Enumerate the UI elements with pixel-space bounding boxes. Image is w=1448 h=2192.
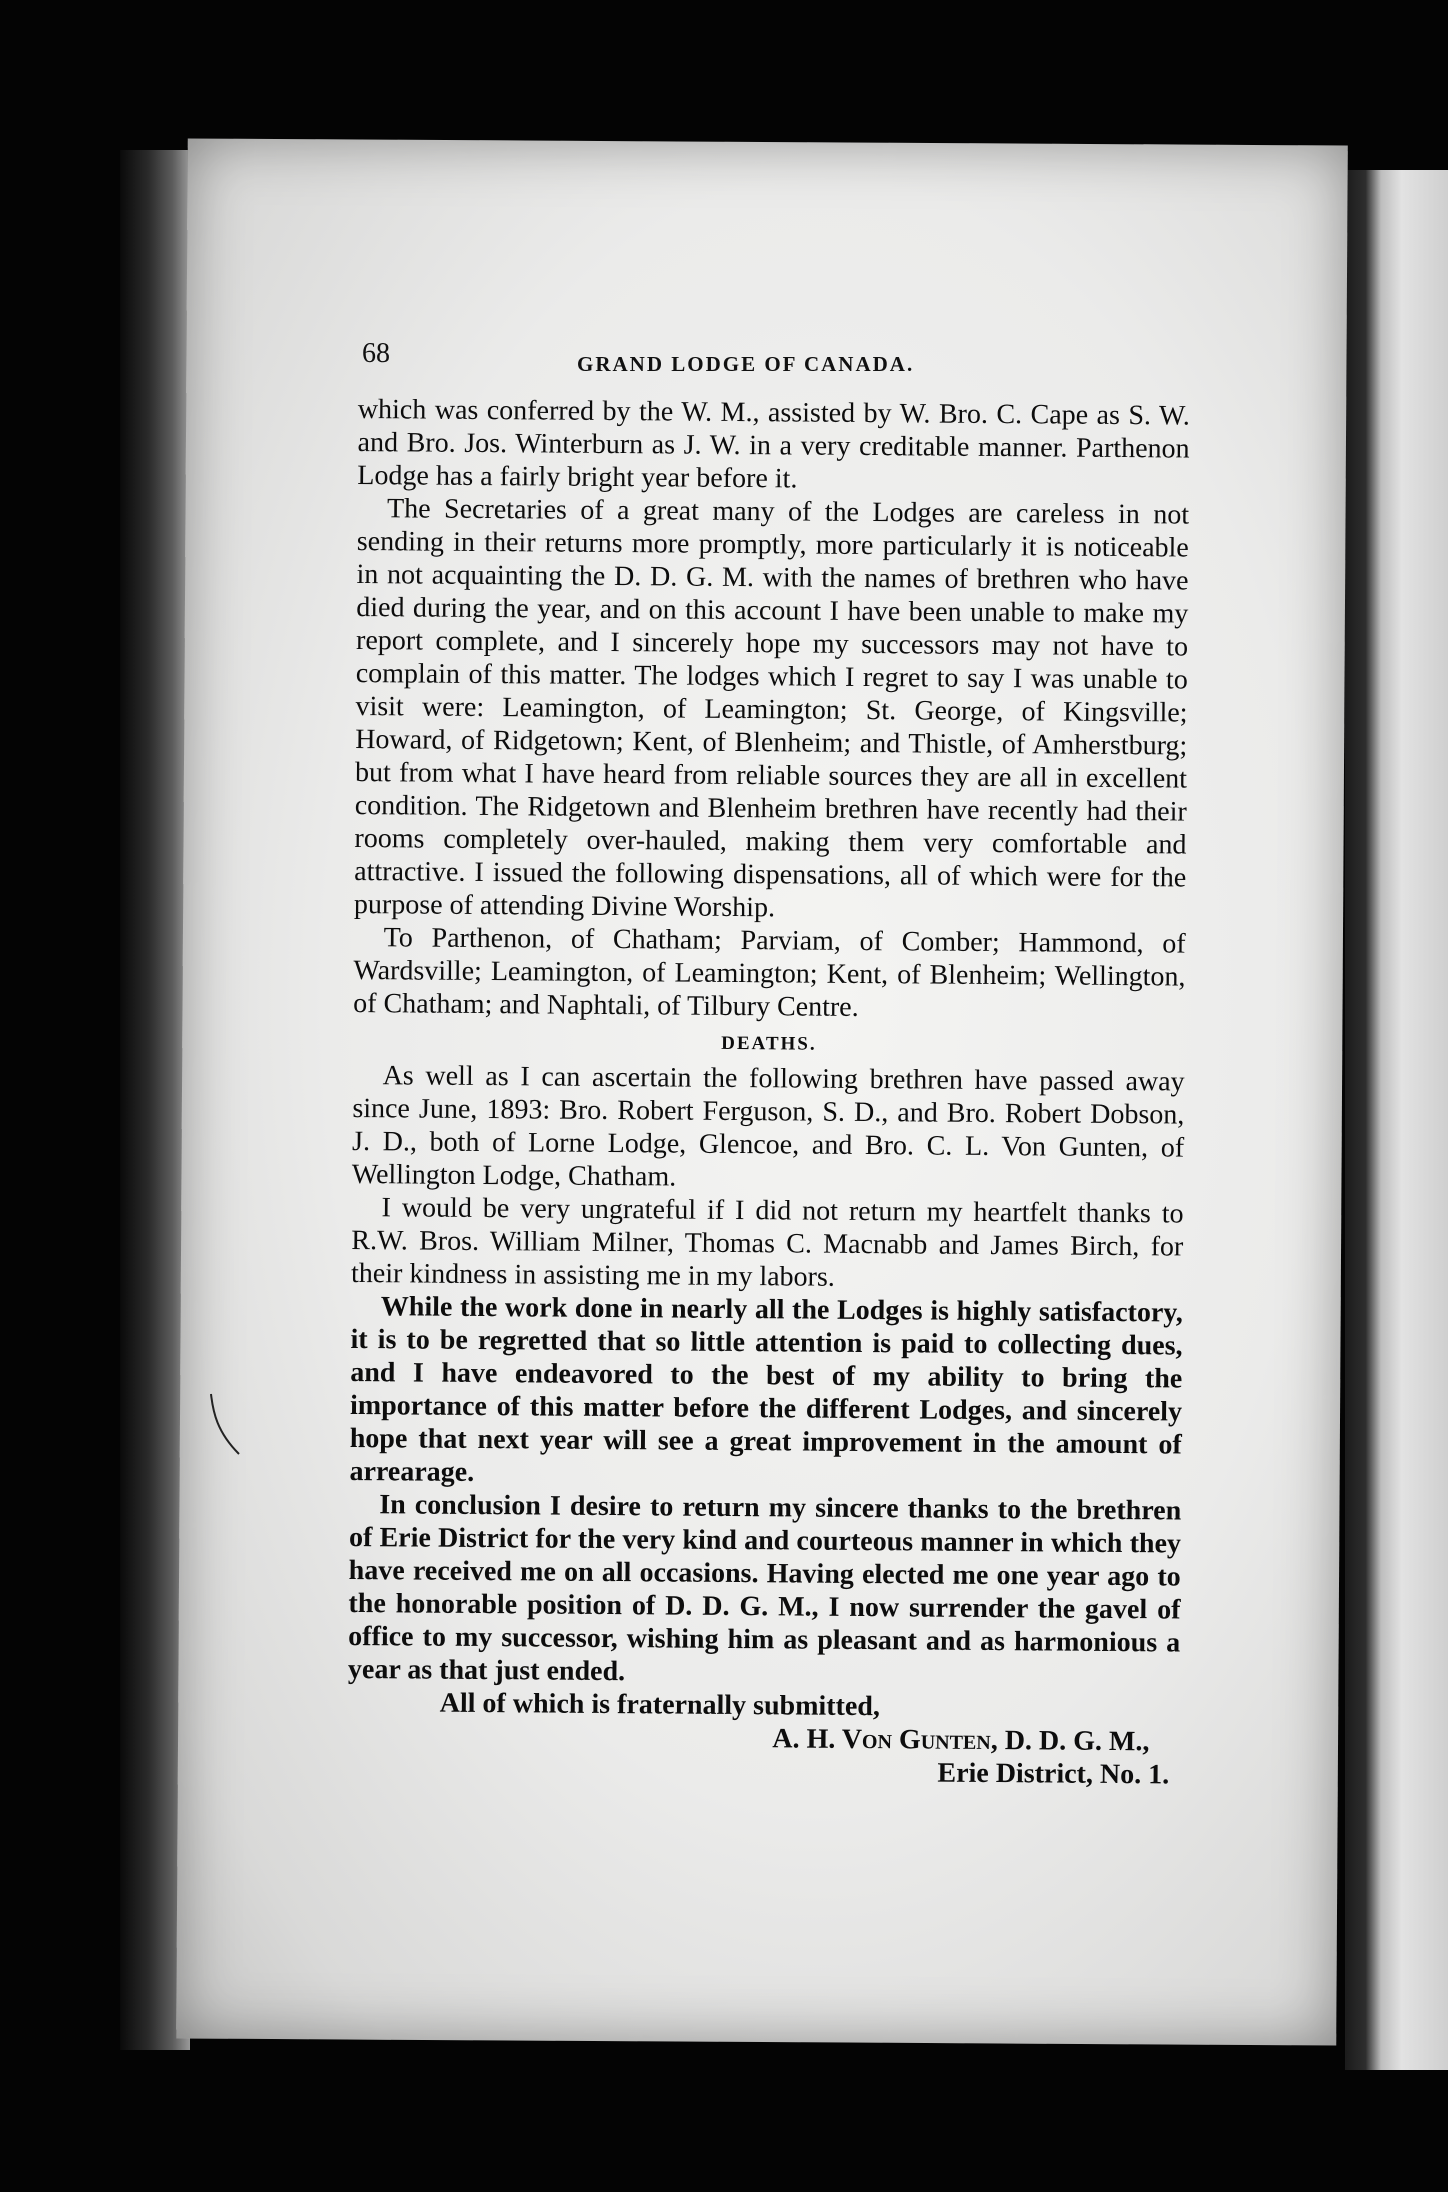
closing-block [347, 1686, 1180, 1792]
page-body [347, 393, 1190, 1791]
running-head: GRAND LODGE OF CANADA. [577, 352, 915, 376]
signature-line: A. H. Von Gunten, D. D. G. M., [772, 1723, 1150, 1758]
deaths-heading: DEATHS. [721, 1032, 817, 1055]
page-header [362, 338, 1362, 378]
paragraph-6: While the work done in nearly all the Lodges is highly satisfactory, it is to be regretted that so little attention is paid to collecting dues, and I have endeavored to the best of my ability to bring the importance of this matter before the different Lodges, and sincerely hope that next year will see a great improvement in the amount of arrearage. [349, 1291, 1183, 1488]
submitted-line: All of which is fraternally submitted, [439, 1687, 881, 1723]
paragraph-3: To Parthenon, of Chatham; Parviam, of Comber; Hammond, of Wardsville; Leamington, of Leamington; Kent, of Blenheim; Wellington, of Chatham; and Naphtali, of Tilbury Centre. [353, 922, 1186, 1023]
adjacent-page-edge [1345, 170, 1448, 2070]
page-number: 68 [362, 338, 390, 369]
paragraph-4: As well as I can ascertain the following brethren have passed away since June, 1893: Bro. Robert Ferguson, S. D., and Bro. Robert Dobson, J. D., both of Lorne Lodge, Glencoe, and Bro. C. L. Von Gunten, of Wellington Lodge, Chatham. [351, 1060, 1185, 1193]
paragraph-7: In conclusion I desire to return my sincere thanks to the brethren of Erie District for the very kind and courteous manner in which they have received me on all occasions. Having elected me one year ago to the honorable position of D. D. G. M., I now surrender the gavel of office to my successor, wishing him as pleasant and as harmonious a year as that just ended. [347, 1489, 1182, 1688]
margin-pencil-mark [203, 1392, 243, 1462]
paragraph-5: I would be very ungrateful if I did not return my heartfelt thanks to R.W. Bros. William Milner, Thomas C. Macnabb and James Birch, for their kindness in assisting me in my labors. [350, 1192, 1184, 1293]
paragraph-2: The Secretaries of a great many of the Lodges are careless in not sending in their returns more promptly, more particularly it is noticeable in not acquainting the D. D. G. M. with the names of brethren who have died during the year, and on this account I have been unable to make my report complete, and I sincerely hope my successors may not have to complain of this matter. The lodges which I regret to say I was unable to visit were: Leamington, of Leamington; St. George, of Kingsville; Howard, of Ridgetown; Kent, of Blenheim; and Thistle, of Amherstburg; but from what I have heard from reliable sources they are all in excellent condition. The Ridgetown and Blenheim brethren have recently had their rooms completely over-hauled, making them very comfortable and attractive. I issued the following dispensations, all of which were for the purpose of attending Divine Worship. [353, 493, 1190, 924]
paragraph-1: which was conferred by the W. M., assisted by W. Bro. C. Cape as S. W. and Bro. Jos. Winterburn as J. W. in a very creditable manner. Parthenon Lodge has a fairly bright year before it. [357, 393, 1190, 495]
district-line: Erie District, No. 1. [937, 1757, 1170, 1791]
